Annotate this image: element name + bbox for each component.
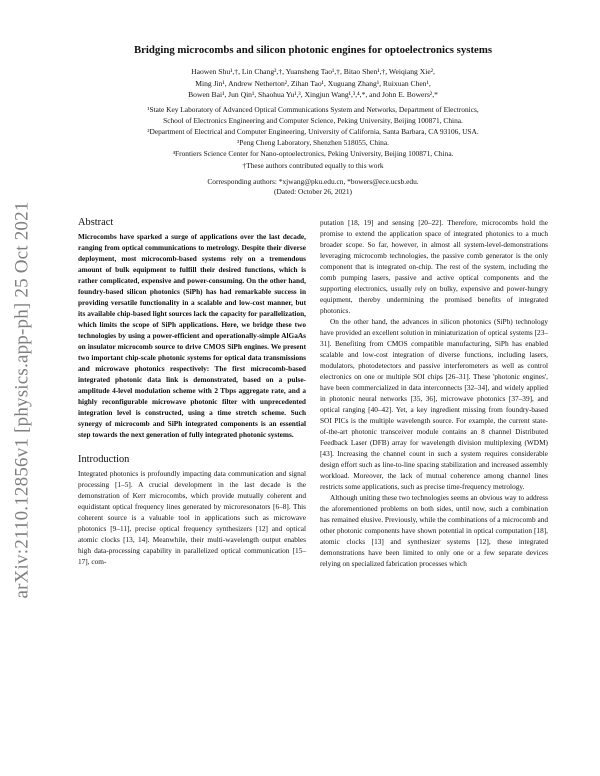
abstract-heading: Abstract <box>78 216 114 228</box>
corresponding-authors[interactable]: Corresponding authors: *xjwang@pku.edu.cn, *bowers@ece.ucsb.edu. <box>207 176 419 186</box>
left-column <box>78 217 306 569</box>
arxiv-stamp <box>12 160 34 640</box>
author-line: Bowen Bai¹, Jun Qin¹, Shaohua Yu¹,³, Xingjun Wang¹,³,⁴,*, and John E. Bowers²,* <box>188 90 438 99</box>
two-column-body <box>78 217 548 569</box>
body-paragraph: putation [18, 19] and sensing [20–22]. Therefore, microcombs hold the promise to extend the application space of integrated photonics to a much broader scope. So far, however, in almost all system-level-demonstrations leveraging microcomb technologies, the passive comb generator is the only component that is integrated on-chip. The rest of the system, including the comb pumping lasers, passive and active optical components and the supporting electronics, usually rely on bulky, expensive and power-hungry equipment, thereby undermining the promised benefits of integrated photonics. <box>320 217 548 315</box>
abstract-text: Microcombs have sparked a surge of applications over the last decade, ranging from optical communications to metrology. Despite their diverse deployment, most microcomb-based systems rely on a tremendous amount of bulk equipment to fulfill their desired functions, which is rather complicated, expensive and power-consuming. On the other hand, foundry-based silicon photonics (SiPh) has had remarkable success in providing versatile functionality in a scalable and low-cost manner, but its available chip-based light sources lack the capacity for parallelization, which limits the scope of SiPh applications. Here, we bridge these two technologies by using a power-efficient and operationally-simple AlGaAs on insulator microcomb source to drive CMOS SiPh engines. We present two important chip-scale photonic systems for optical data transmissions and microwave photonics respectively: The first microcomb-based integrated photonic data link is demonstrated, based on a pulse-amplitude 4-level modulation scheme with 2 Tbps aggregate rate, and a highly reconfigurable microwave photonic filter with unprecedented integration level is constructed, using a time stretch scheme. Such synergy of microcomb and SiPh integrated components is an essential step towards the next generation of fully integrated photonic systems. <box>78 231 306 439</box>
affiliation-line: ⁴Frontiers Science Center for Nano-optoelectronics, Peking University, Beijing 100871, China. <box>172 149 454 159</box>
affiliation-line: ¹State Key Laboratory of Advanced Optical Communications System and Networks, Department of Electronics, <box>147 104 479 114</box>
body-paragraph: On the other hand, the advances in silicon photonics (SiPh) technology have provided an excellent solution in miniaturization of optical systems [23–31]. Benefiting from CMOS compatible manufacturing, SiPh has enabled scalable and low-cost integration of diverse functions, including lasers, modulators, photodetectors and passive interferometers as well as control electronics on one or multiple SOI chips [26–31]. These 'photonic engines', have been commercialized in data interconnects [32–34], and widely applied in photonic neural networks [35, 36], microwave photonics [37–39], and optical ranging [40–42]. Yet, a key ingredient missing from foundry-based SOI PICs is the multiple wavelength source. For example, the current state-of-the-art photonic transceiver module contains an 8 channel Distributed Feedback Laser (DFB) array for wavelength division multiplexing (WDM) [43]. Increasing the channel count in such a system requires considerable design effort such as line-to-line spacing stabilization and increased assembly workload. Moreover, the lack of mutual coherence among channel lines restricts some applications, such as precise time-frequency metrology. <box>320 316 548 491</box>
introduction-section <box>78 454 306 567</box>
author-line: Haowen Shu¹,†, Lin Chang²,†, Yuansheng Tao¹,†, Bitao Shen¹,†, Weiqiang Xie², <box>191 67 435 76</box>
right-column <box>320 217 548 569</box>
paper-title: Bridging microcombs and silicon photonic engines for optoelectronics systems <box>133 44 493 56</box>
dated-line: (Dated: October 26, 2021) <box>274 186 352 196</box>
affiliation-list <box>78 104 548 171</box>
equal-contribution-note: †These authors contributed equally to this work <box>242 160 384 170</box>
introduction-paragraph: Integrated photonics is profoundly impacting data communication and signal processing [1–5]. A crucial development in the last decade is the demonstration of Kerr microcombs, which provide mutually coherent and equidistant optical frequency lines generated by microresonators [6–8]. This coherent source is a valuable tool in applications such as microwave photonics [9–11], precise optical frequency synthesizers [12] and optical atomic clocks [13, 14]. Meanwhile, their multi-wavelength output enables high data-processing capability in parallelized optical communication [15–17], com- <box>78 468 306 566</box>
arxiv-id[interactable]: arXiv:2110.12856v1 [physics.app-ph] 25 Oct 2021 <box>12 201 33 599</box>
affiliation-line: ³Peng Cheng Laboratory, Shenzhen 518055, China. <box>237 138 389 148</box>
author-list <box>78 66 548 101</box>
introduction-heading: Introduction <box>78 453 130 465</box>
author-line: Ming Jin¹, Andrew Netherton², Zihan Tao¹, Xuguang Zhang¹, Ruixuan Chen¹, <box>195 78 431 88</box>
paper-page <box>78 44 548 569</box>
affiliation-line: School of Electronics Engineering and Computer Science, Peking University, Beijing 100871, China. <box>163 115 463 125</box>
affiliation-line: ²Department of Electrical and Computer Engineering, University of California, Santa Barbara, CA 93106, USA. <box>147 126 479 136</box>
body-paragraph: Although uniting these two technologies seems an obvious way to address the aforementioned problems on both sides, until now, such a combination has remained elusive. Previously, while the combinations of a microcomb and other photonic components have shown potential in optical computation [18], atomic clocks [13] and synthesizer systems [12], these integrated demonstrations have been limited to only one or a few separate devices relying on specialized fabrication processes which <box>320 492 548 568</box>
correspondence-block <box>78 177 548 197</box>
